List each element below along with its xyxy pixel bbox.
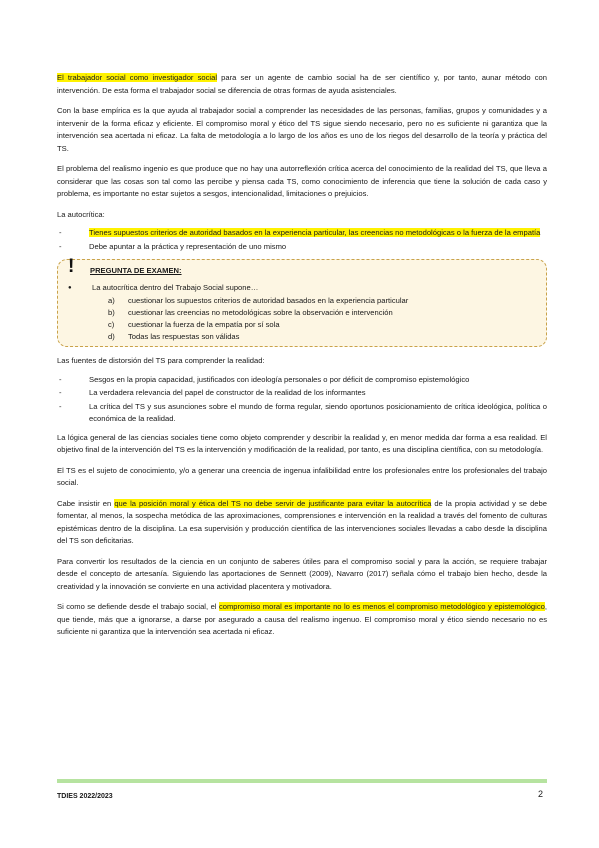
highlight-text: que la posición moral y ética del TS no debe servir de justificante para evitar la autocrítica	[114, 498, 432, 508]
option-text: Todas las respuestas son válidas	[128, 332, 240, 341]
option-letter: b)	[108, 308, 115, 317]
list-item: - La verdadera relevancia del papel de constructor de la realidad de los informantes	[57, 387, 547, 400]
highlight-text: El trabajador social como investigador social	[57, 73, 218, 82]
exam-option	[66, 331, 536, 343]
paragraph-artesania: Para convertir los resultados de la ciencia en un conjunto de saberes útiles para el compromiso social y para la acción, se requiere trabajar desde el concepto de artesanía. Siguiendo las aportaciones de Sennett (2009), Navarro (2017) señala cómo el trabajo bien hecho, desde la creatividad y la innovación se convierte en una actividad placentera y motivadora.	[57, 556, 547, 591]
option-letter: d)	[108, 332, 115, 341]
paragraph-base-empirica: Con la base empírica es la que ayuda al trabajador social a comprender las necesidades de las personas, familias, grupos y comunidades y a intervenir de la forma eficaz y eficiente. El compromiso moral y ético del TS sigue siendo necesario, pero no es suficiente ni garantiza que la intervención sea acertada ni eficaz. La falta de metodología a lo largo de los años es uno de los riegos del desarrollo de la teoría y práctica del TS.	[57, 106, 547, 153]
paragraph-text: Si como se defiende desde el trabajo social, el	[57, 602, 219, 611]
option-letter: a)	[108, 296, 115, 305]
highlight-text: Tienes supuestos criterios de autoridad basados en la experiencia particular, las creencias no metodológicas o la fuerza de la empatía	[89, 228, 541, 237]
autocritica-list	[57, 227, 547, 253]
paragraph-posicion-moral	[57, 498, 547, 548]
paragraph-text: de la propia actividad y se debe fomentar, al menos, la sospecha metódica de las aproximaciones, comprensiones e intervención en la realidad a través del fomento de culturas epistémicas dentro de la disciplina. La esa supervisión y producción científica de las intervenciones sociales llevadas a cabo desde la disciplina del TS son deficitarias.	[57, 498, 547, 545]
option-text: cuestionar los supuestos criterios de autoridad basados en la experiencia particular	[128, 296, 409, 305]
list-item: - Sesgos en la propia capacidad, justificados con ideología personales o por déficit de compromiso epistemológico	[57, 374, 547, 387]
page-number: 2	[538, 789, 544, 799]
list-item: - Debe apuntar a la práctica y representación de uno mismo	[57, 241, 547, 254]
option-text: cuestionar las creencias no metodológicas sobre la observación e intervención	[128, 308, 393, 317]
fuentes-heading: Las fuentes de distorsión del TS para comprender la realidad:	[57, 356, 265, 365]
option-letter: c)	[108, 320, 115, 329]
exam-option	[66, 307, 536, 319]
paragraph-compromiso	[57, 601, 547, 639]
list-item: - La crítica del TS y sus asunciones sobre el mundo de forma regular, siendo oportunos posicionamiento de crítica ideológica, política o económica de la realidad.	[57, 401, 547, 426]
paragraph-sujeto: El TS es el sujeto de conocimiento, y/o a generar una creencia de ingenua infalibilidad entre los profesionales entre los profesionales del trabajo social.	[57, 465, 547, 487]
list-item	[57, 227, 547, 240]
page-content	[57, 72, 547, 647]
highlight-text: compromiso moral es importante no lo es menos el compromiso metodológico y epistemológico	[218, 602, 545, 611]
autocritica-heading: La autocrítica:	[57, 209, 105, 219]
paragraph-realismo-ingenuo: El problema del realismo ingenio es que produce que no hay una autorreflexión crítica acerca del conocimiento de la realidad del TS, que lleva a considerar que las cosas son tal como las percibe y piensa cada TS, como conocimiento de inferencia que tiene la solución de cada caso y problema, es importante no estar sujetos a sesgos, intencionalidad, limitaciones o prejuicios.	[57, 164, 547, 198]
exam-question-box	[57, 256, 547, 347]
paragraph-investigador	[57, 72, 547, 97]
option-text: cuestionar la fuerza de la empatía por sí sola	[128, 320, 280, 329]
fuentes-list	[57, 374, 547, 426]
exam-option	[66, 319, 536, 331]
exam-options	[66, 295, 536, 343]
exam-title: PREGUNTA DE EXAMEN:	[90, 266, 182, 275]
footer-course: TDIES 2022/2023	[57, 793, 113, 800]
exam-question: ● La autocrítica dentro del Trabajo Social supone…	[66, 282, 536, 294]
footer-divider	[57, 779, 547, 783]
paragraph-text: , que tiende, más que a ignorarse, a darse por asegurado a causa del realismo ingenuo. El compromiso moral y ético siendo necesario no es suficiente ni garantiza que la intervención sea acertada ni eficaz.	[57, 602, 547, 636]
paragraph-logica: La lógica general de las ciencias sociales tiene como objeto comprender y describir la realidad y, en menor medida dar forma a esa realidad. El objetivo final de la intervención del TS es la intervención y modificación de la realidad, por tanto, es una disciplina científica, con su metodología.	[57, 432, 547, 454]
exclamation-icon: !	[68, 256, 75, 277]
exam-option	[66, 295, 536, 307]
paragraph-text: para ser un agente de cambio social ha de ser científico y, por tanto, aunar método con intervención. De esta forma el trabajador social se diferencia de otras formas de ayuda asistenciales.	[57, 73, 547, 95]
paragraph-text: Cabe insistir en	[57, 498, 115, 508]
